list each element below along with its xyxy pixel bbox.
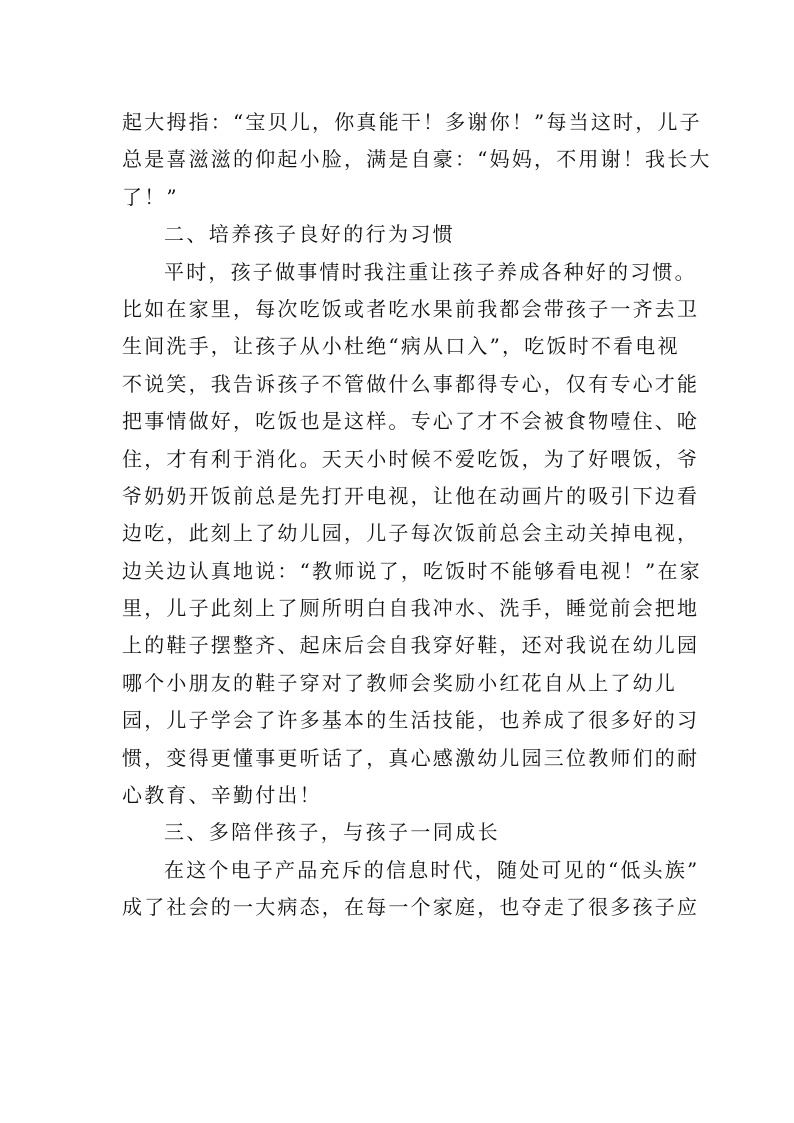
text-line: 生间洗手，让孩子从小杜绝“病从口入”，吃饭时不看电视 xyxy=(122,334,680,359)
text-line: 不说笑，我告诉孩子不管做什么事都得专心，仅有专心才能 xyxy=(122,371,700,396)
document-body xyxy=(122,104,712,927)
text-line: 成了社会的一大病态，在每一个家庭，也夺走了很多孩子应 xyxy=(122,895,700,920)
text-line: 上的鞋子摆整齐、起床后会自我穿好鞋，还对我说在幼儿园 xyxy=(122,633,700,658)
text-line: 总是喜滋滋的仰起小脸，满是自豪：“妈妈，不用谢！我长大 xyxy=(122,147,712,172)
text-line: 比如在家里，每次吃饭或者吃水果前我都会带孩子一齐去卫 xyxy=(122,296,700,321)
text-line: 园，儿子学会了许多基本的生活技能，也养成了很多好的习 xyxy=(122,708,700,733)
text-line: 里，儿子此刻上了厕所明白自我冲水、洗手，睡觉前会把地 xyxy=(122,596,700,621)
text-line: 惯，变得更懂事更听话了，真心感激幼儿园三位教师们的耐 xyxy=(122,745,700,770)
paragraph-first-line: 平时，孩子做事情时我注重让孩子养成各种好的习惯。 xyxy=(164,259,697,284)
text-line: 边关边认真地说：“教师说了，吃饭时不能够看电视！”在家 xyxy=(122,558,702,583)
text-line: 了！” xyxy=(122,184,179,209)
text-line: 爷奶奶开饭前总是先打开电视，让他在动画片的吸引下边看 xyxy=(122,483,700,508)
paragraph-first-line: 在这个电子产品充斥的信息时代，随处可见的“低头族” xyxy=(164,857,700,882)
text-line: 起大拇指：“宝贝儿，你真能干！多谢你！”每当这时，儿子 xyxy=(122,110,702,134)
text-line: 心教育、辛勤付出！ xyxy=(122,783,322,808)
text-line: 哪个小朋友的鞋子穿对了教师会奖励小红花自从上了幼儿 xyxy=(122,670,677,695)
text-line: 边吃，此刻上了幼儿园，儿子每次饭前总会主动关掉电视， xyxy=(122,521,700,546)
text-line: 把事情做好，吃饭也是这样。专心了才不会被食物噎住、呛 xyxy=(122,409,700,434)
text-line: 住，才有利于消化。天天小时候不爱吃饭，为了好喂饭，爷 xyxy=(122,446,700,471)
section-heading: 三、多陪伴孩子，与孩子一同成长 xyxy=(164,820,500,845)
section-heading: 二、培养孩子良好的行为习惯 xyxy=(164,222,456,247)
